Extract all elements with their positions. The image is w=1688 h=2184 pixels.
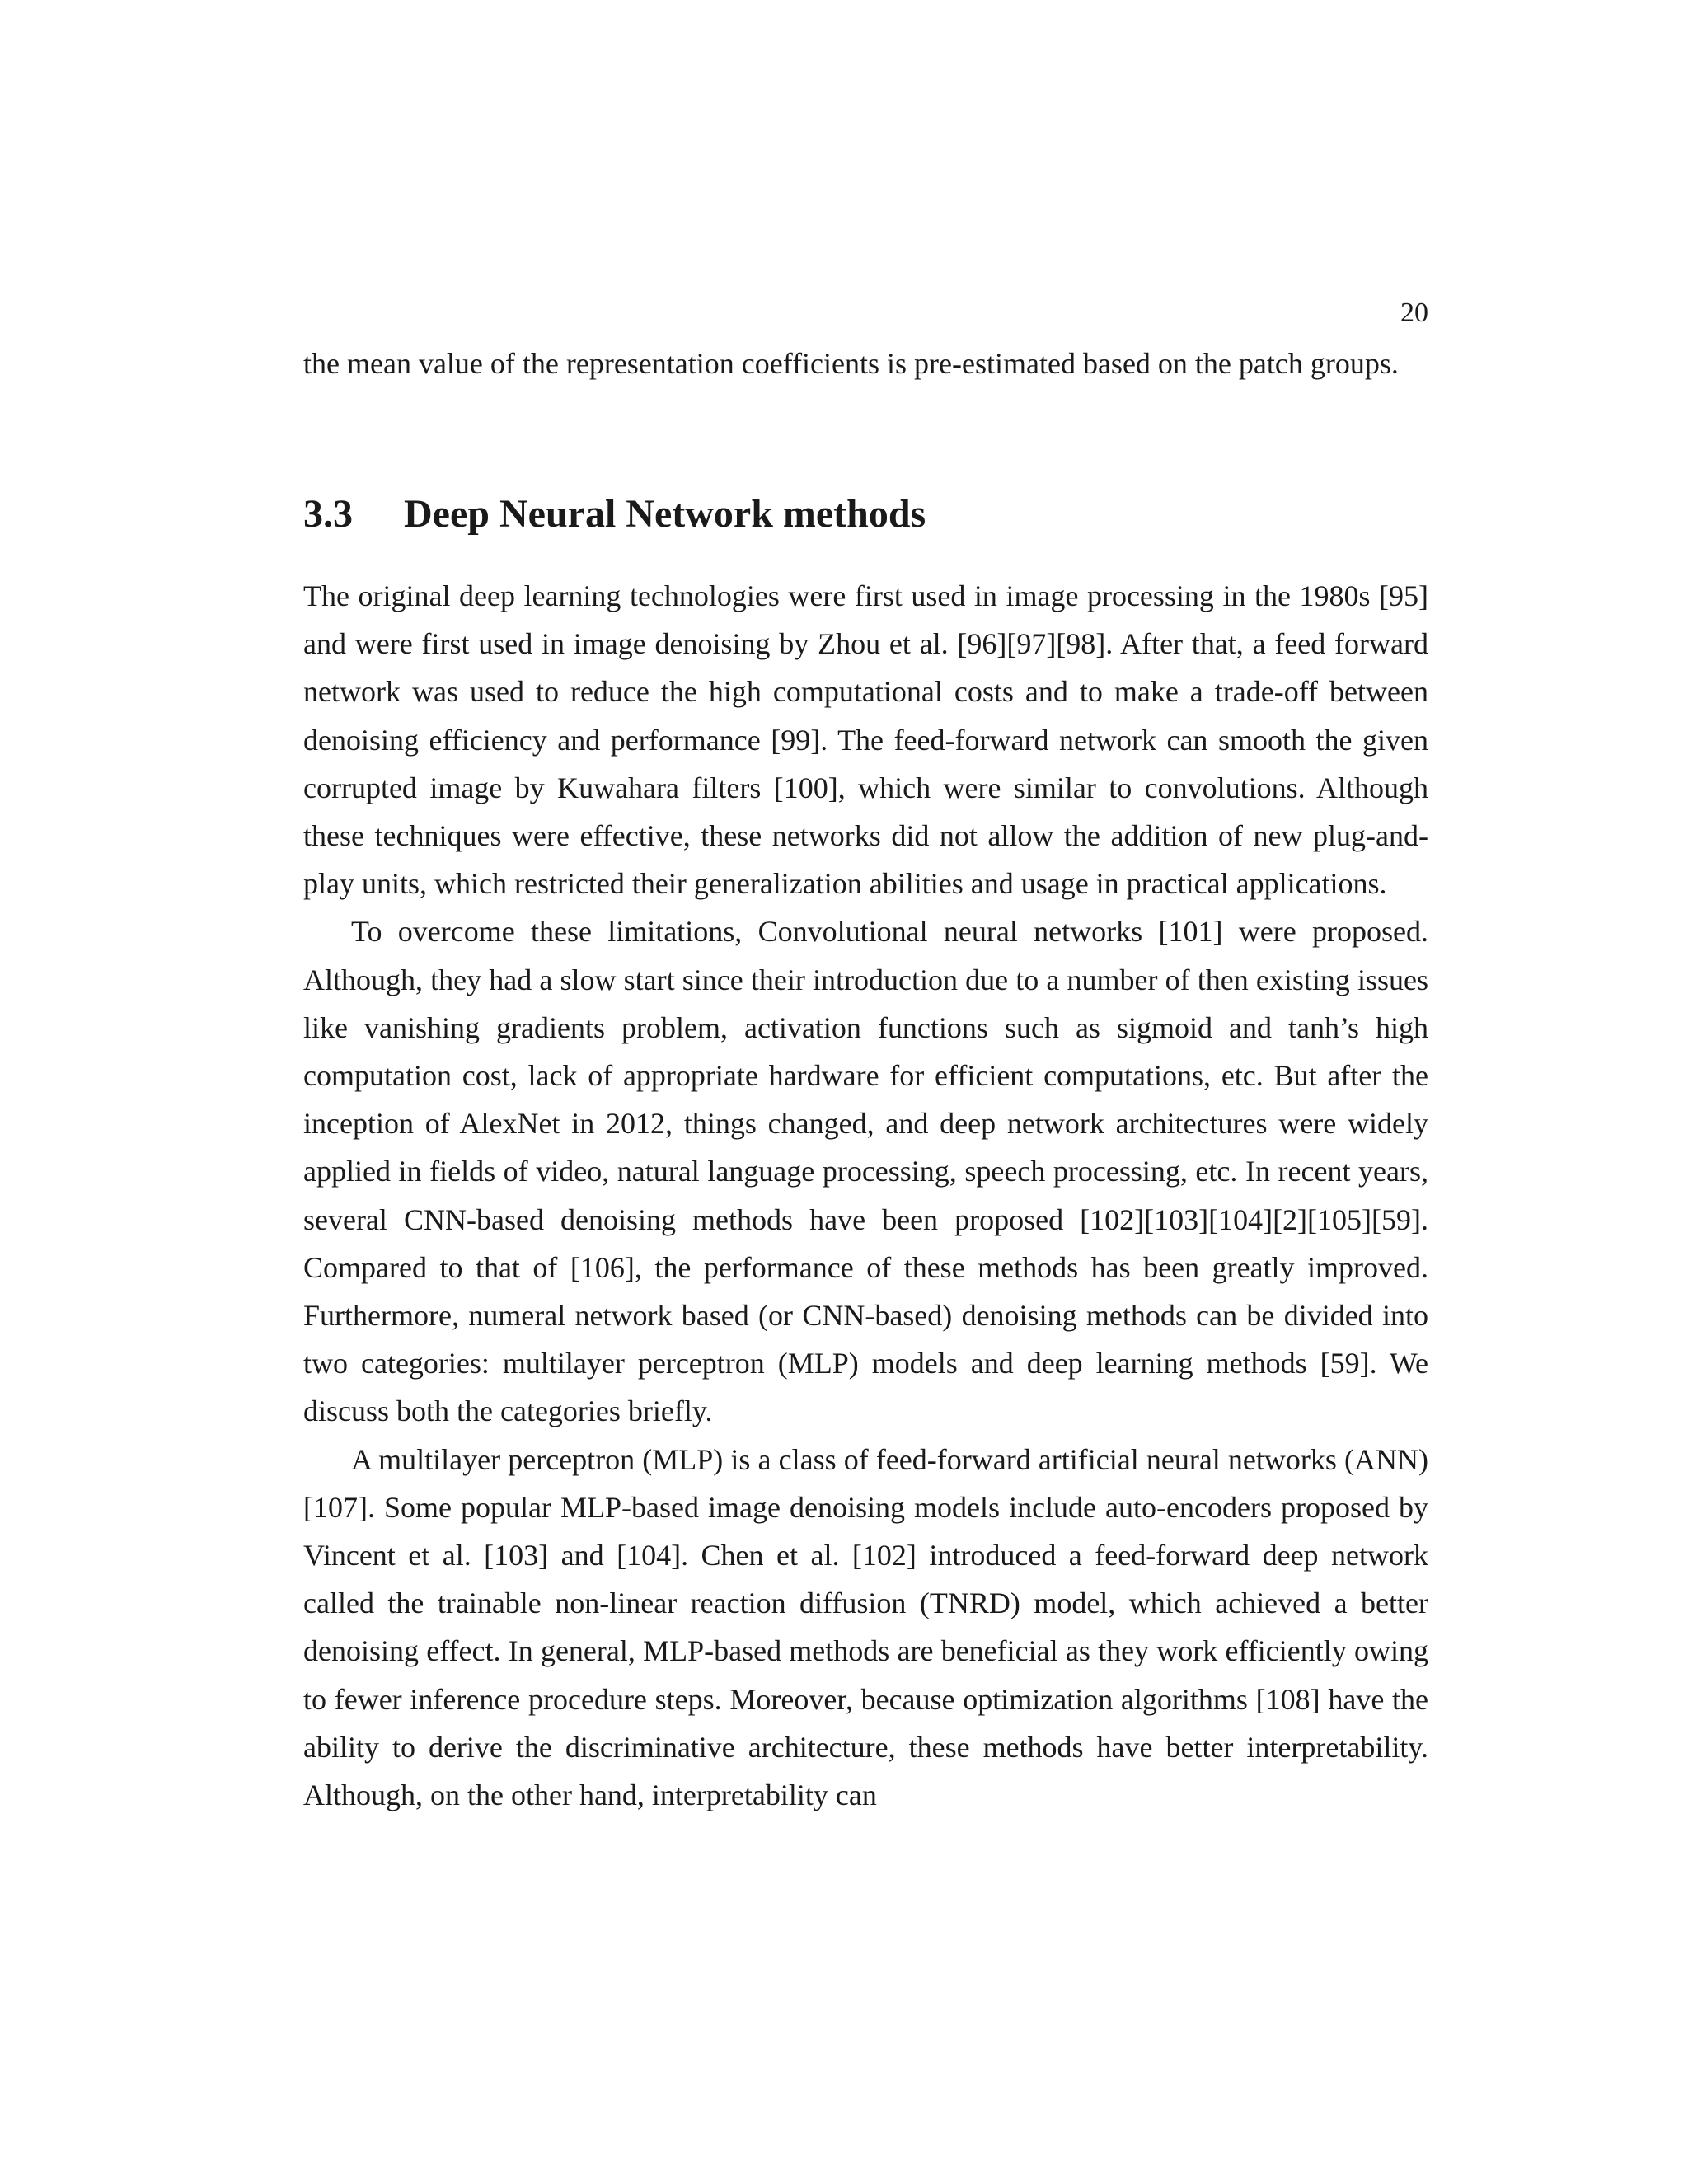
section-title: Deep Neural Network methods — [404, 492, 926, 536]
section-number: 3.3 — [303, 492, 353, 536]
section-heading — [303, 490, 926, 539]
page-number: 20 — [1400, 298, 1428, 328]
paragraph-mlp-methods: A multilayer perceptron (MLP) is a class of feed-forward artificial neural networks (ANN) [107]. Some popular MLP-based image denoising models include auto-encoders proposed by Vincent et al. [103] and [104]. Chen et al. [102] introduced a feed-forward deep network called the trainable non-linear reaction diffusion (TNRD) model, which achieved a better denoising effect. In general, MLP-based methods are beneficial as they work efficiently owing to fewer inference procedure steps. Moreover, because optimization algorithms [108] have the ability to derive the discriminative architecture, these methods have better interpretability. Although, on the other hand, interpretability can — [303, 1442, 1428, 1812]
intro-paragraph-continuation — [303, 340, 1428, 387]
paragraph-deep-learning-history: The original deep learning technologies were first used in image processing in the 1980s [95] and were first used in image denoising by Zhou et al. [96][97][98]. After that, a feed forward network was used to reduce the high computational costs and to make a trade-off between denoising efficiency and performance [99]. The feed-forward network can smooth the given corrupted image by Kuwahara filters [100], which were similar to convolutions. Although these techniques were effective, these networks did not allow the addition of new plug-and-play units, which restricted their generalization abilities and usage in practical applications. — [303, 579, 1428, 901]
paragraph-cnn-methods: To overcome these limitations, Convolutional neural networks [101] were proposed. Although, they had a slow start since their introduction due to a number of then existing issues like vanishing gradients problem, activation functions such as sigmoid and tanh’s high computation cost, lack of appropriate hardware for efficient computations, etc. But after the inception of AlexNet in 2012, things changed, and deep network architectures were widely applied in fields of video, natural language processing, speech processing, etc. In recent years, several CNN-based denoising methods have been proposed [102][103][104][2][105][59]. Compared to that of [106], the performance of these methods has been greatly improved. Furthermore, numeral network based (or CNN-based) denoising methods can be divided into two categories: multilayer perceptron (MLP) models and deep learning methods [59]. We discuss both the categories briefly. — [303, 915, 1428, 1428]
section-body — [303, 572, 1428, 1819]
intro-text: the mean value of the representation coefficients is pre-estimated based on the patch groups. — [303, 347, 1399, 380]
